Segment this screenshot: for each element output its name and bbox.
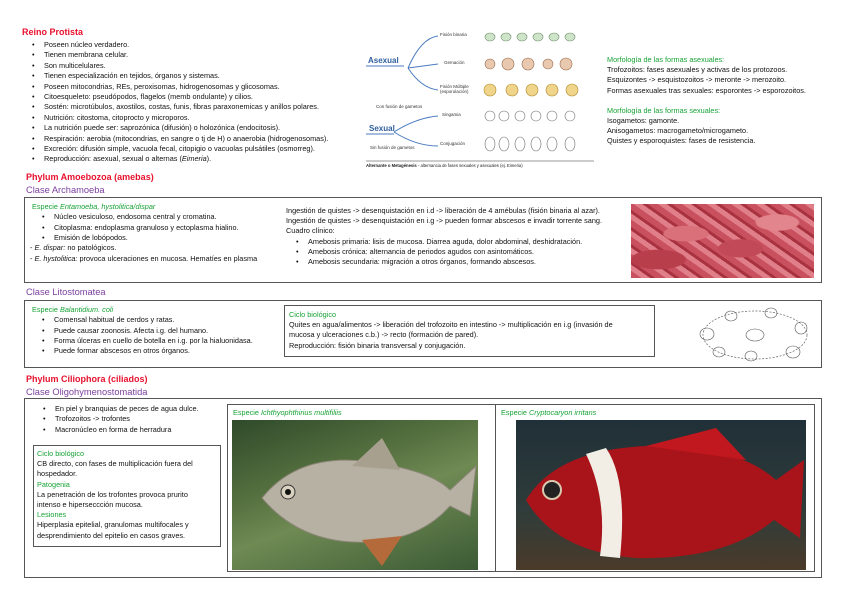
list-item: • Tienen especialización en tejidos, órganos y sistemas. — [22, 71, 328, 81]
list-item: • Amebosis secundaria: migración a otros órganos, formando abscesos. — [286, 257, 626, 267]
especie-entamoeba: Especie Entamoeba, hystolitica/dispar — [32, 202, 156, 211]
text-line: Anisogametos: macrogameto/microgameto. — [607, 126, 749, 136]
list-item: • Son multicelulares. — [22, 61, 328, 71]
text-line: Reproducción: fisión binaria transversal y conjugación. — [289, 340, 466, 350]
patogenia-title: Patogenia — [37, 479, 70, 489]
diagram-fision-multiple: Fisión Múltiple (esporulación) — [440, 84, 469, 94]
ciclo-diagram — [691, 304, 819, 366]
list-item: • Excreción: difusión simple, vacuola fecal, citopigio o vacuolas pulsátiles (osmorreg). — [22, 144, 328, 154]
diagram-con-fusion: Con fusión de gametos — [376, 104, 423, 109]
text-line: hospedador. — [37, 469, 78, 479]
balantidium-panel — [32, 305, 253, 357]
cuadro-clinico-label: Cuadro clínico: — [286, 226, 335, 236]
morfologia-sexual-title: Morfología de las formas sexuales: — [607, 105, 721, 115]
entamoeba-panel — [30, 202, 302, 270]
phylum-ciliophora-title: Phylum Ciliophora (ciliados) — [26, 374, 148, 384]
clase-litostomatea-title: Clase Litostomatea — [26, 287, 106, 297]
ciliophora-ciclo-box — [33, 445, 221, 547]
list-item: • Puede formar abscesos en otros órganos. — [32, 346, 253, 356]
text-line: Quites en agua/alimentos -> liberación del trofozoito en intestino -> multiplicación en i.g (invasión de — [289, 320, 613, 330]
lesiones-title: Lesiones — [37, 510, 67, 520]
text-line: Ingestión de quistes -> desenquistación en i.g -> pueden formar abscesos e invadir torrente sang. — [286, 216, 602, 226]
text-line: desprendimiento del epitelio en casos graves. — [37, 530, 186, 540]
fish-image-red — [516, 420, 806, 570]
diagram-fision-binaria: Fisión binaria — [440, 32, 467, 37]
cryptocaryon-card — [495, 404, 815, 572]
especie-ichthyophthirius: Especie Ichthyophthirius multifiliis — [233, 408, 342, 417]
diagram-sexual: Sexual — [369, 124, 395, 133]
ciclo-title: Ciclo biológico — [37, 449, 85, 458]
list-item: • Núcleo vesiculoso, endosoma central y cromatina. — [32, 212, 302, 222]
list-item: • Nutrición: citostoma, citoprocto y microporos. — [22, 113, 328, 123]
list-item: • Poseen núcleo verdadero. — [22, 40, 328, 50]
text-line: La penetración de los trofontes provoca prurito — [37, 489, 188, 499]
ciclo-title: Ciclo biológico — [289, 310, 337, 319]
text-line: mucosa y ulceraciones c.b.) -> recto (formación de pared). — [289, 330, 479, 340]
text-line: Formas asexuales tras sexuales: esporontes -> esporozoitos. — [607, 85, 806, 95]
list-item: • Amebosis primaria: lisis de mucosa. Diarrea aguda, dolor abdominal, deshidratación. — [286, 237, 626, 247]
list-item: • Citoesqueleto: pseudópodos, flagelos (memb ondulante) y cilios. — [22, 92, 328, 102]
diagram-conjugacion: Conjugación — [440, 141, 466, 146]
diagram-asexual: Asexual — [368, 56, 399, 65]
list-item: • Puede causar zoonosis. Afecta i.g. del humano. — [32, 326, 253, 336]
list-item: • Forma úlceras en cuello de botella en i.g. por la hialuonidasa. — [32, 336, 253, 346]
text-line: Quistes y esporoquistes: fases de resistencia. — [607, 136, 756, 146]
list-item: • Macronúcleo en forma de herradura — [33, 425, 199, 435]
dispar-line: - E. dispar: no patológicos. — [30, 243, 117, 253]
text-line: Trofozoitos: fases asexuales y activas de los protozoos. — [607, 65, 788, 75]
amoebozoa-ciclo — [286, 206, 626, 268]
fish-image-silver — [232, 420, 478, 570]
reino-title: Reino Protista — [22, 27, 84, 37]
list-item: • Respiración: aerobia (mitocondrias, en sangre o tj de H) o anaerobia (hidrogenosomas). — [22, 134, 328, 144]
text-line: Hiperplasia epitelial, granulomas multifocales y — [37, 520, 189, 530]
text-line: Isogametos: gamonte. — [607, 116, 680, 126]
list-item: • Amebosis crónica: alternancia de periodos agudos con asintomáticos. — [286, 247, 626, 257]
text-line: Ingestión de quistes -> desenquistación en i.d -> liberación de 4 amébulas (fisión binaria al azar). — [286, 206, 600, 215]
reproduction-diagram — [366, 28, 594, 173]
list-item: • En piel y branquias de peces de agua dulce. — [33, 404, 199, 414]
especie-balantidium: Especie Balantidium. coli — [32, 305, 114, 314]
list-item: • Tienen membrana celular. — [22, 50, 328, 60]
list-item: • Reproducción: asexual, sexual o alternas (Eimeria). — [22, 154, 328, 164]
litostomatea-box — [24, 300, 822, 368]
list-item: • Poseen mitocondrias, REs, peroxisomas, hidrogenosomas y glicosomas. — [22, 82, 328, 92]
balantidium-ciclo-box — [284, 305, 655, 357]
list-item: • La nutrición puede ser: saprozónica (difusión) o holozónica (endocitosis). — [22, 123, 328, 133]
list-item: • Comensal habitual de cerdos y ratas. — [32, 315, 253, 325]
archamoeba-box — [24, 197, 822, 283]
diagram-singamia: Singamia — [442, 112, 461, 117]
list-item: • Emisión de lobópodos. — [32, 233, 302, 243]
ichthyophthirius-card — [227, 404, 511, 572]
list-item: • Sostén: microtúbulos, axostilos, costas, funis, fibras paraxonemicas y anillos polares. — [22, 102, 328, 112]
ciliophora-box — [24, 398, 822, 578]
ciliophora-list — [33, 404, 199, 435]
hystolitica-line: - E. hystolitica: provoca ulceraciones en mucosa. Hematíes en plasma — [30, 253, 258, 263]
especie-cryptocaryon: Especie Cryptocaryon irritans — [501, 408, 597, 417]
clase-archamoeba-title: Clase Archamoeba — [26, 185, 105, 195]
phylum-amoebozoa-title: Phylum Amoebozoa (amebas) — [26, 172, 154, 182]
mucosa-image — [631, 204, 814, 278]
diagram-caption: Alternante o Metagénesis - alternancia de fases sexuales y asexuales (ej. Eimeria) — [366, 163, 523, 168]
diagram-gemacion: Gemación — [444, 60, 465, 65]
list-item: • Trofozoitos -> trofontes — [33, 414, 199, 424]
text-line: Esquizontes -> esquistozoitos -> meronte -> merozoito. — [607, 75, 787, 85]
clase-oligohymenostomatida-title: Clase Oligohymenostomatida — [26, 387, 148, 397]
diagram-arrows — [366, 28, 594, 173]
text-line: CB directo, con fases de multiplicación fuera del — [37, 459, 193, 469]
reino-list — [22, 40, 328, 165]
text-line: intenso e hiperseccción mucosa. — [37, 500, 143, 510]
morfologia-block — [607, 55, 806, 147]
diagram-sin-fusion: Sin fusión de gametos — [370, 145, 415, 150]
list-item: • Citoplasma: endoplasma granuloso y ectoplasma hialino. — [32, 223, 302, 233]
morfologia-asexual-title: Morfología de las formas asexuales: — [607, 55, 725, 64]
